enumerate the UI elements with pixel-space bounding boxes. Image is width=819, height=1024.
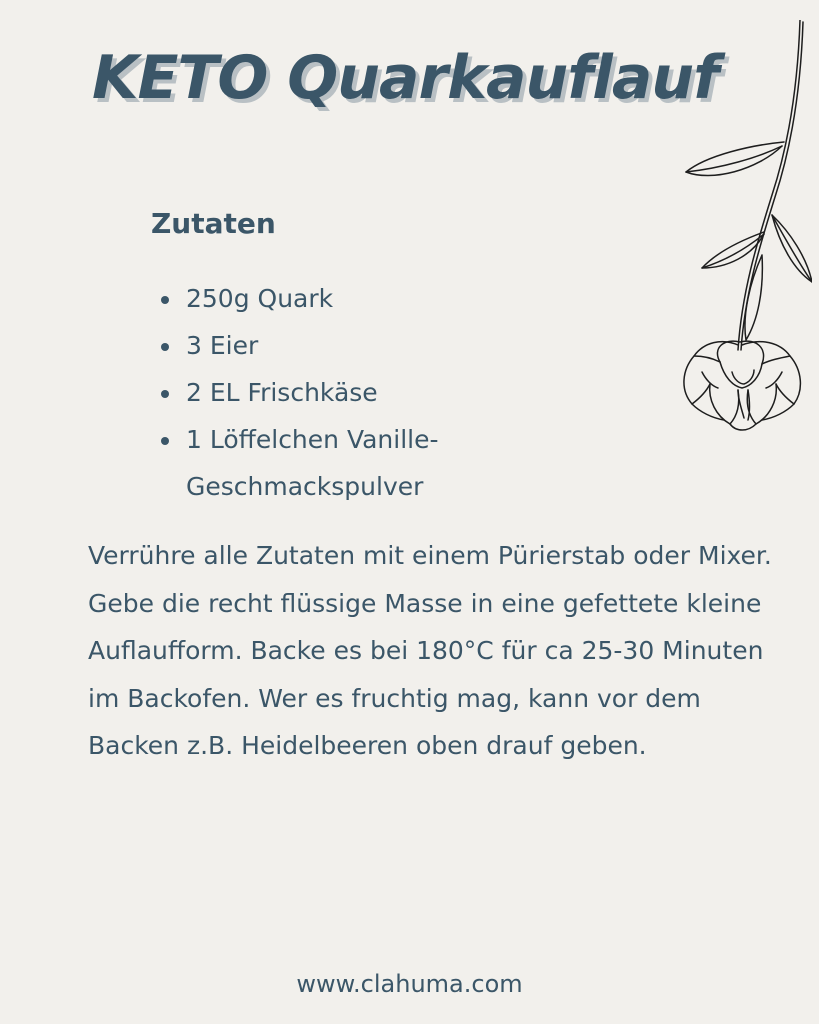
- instructions-text: Verrühre alle Zutaten mit einem Pürierstab oder Mixer. Gebe die recht flüssige Masse in eine gefettete kleine Auflaufform. Backe es bei 180°C für ca 25-30 Minuten im Backofen. Wer es fruchtig mag, kann vor dem Backen z.B. Heidelbeeren oben drauf geben.: [88, 541, 772, 760]
- page-title: KETO Quarkauflauf: [92, 43, 719, 113]
- ingredient-item: 3 Eier: [158, 322, 488, 369]
- ingredients-list: [158, 275, 488, 510]
- ingredients-heading: Zutaten: [151, 207, 276, 240]
- ingredient-item: 250g Quark: [158, 275, 488, 322]
- hanging-flower-icon: [672, 20, 812, 440]
- footer-url: www.clahuma.com: [296, 970, 523, 998]
- ingredient-item: 1 Löffelchen Vanille-Geschmackspulver: [158, 416, 488, 510]
- ingredient-item: 2 EL Frischkäse: [158, 369, 488, 416]
